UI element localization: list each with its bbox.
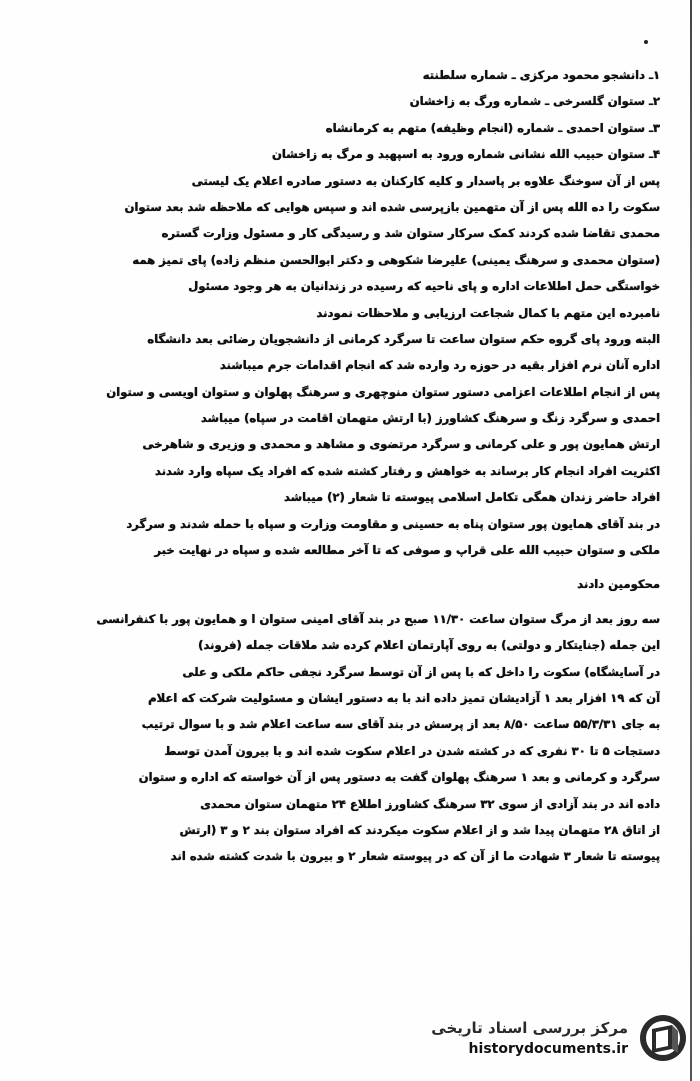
document-line: این جمله (جنایتکار و دولتی) به روی آپارتمان اعلام کرده شد ملاقات جمله (فروند) — [198, 638, 660, 653]
document-line: پیوسته تا شعار ۳ شهادت ما از آن که در پیوسته شعار ۲ و بیرون با شدت کشته شده اند — [170, 849, 660, 864]
document-line: ملکی و ستوان حبیب الله علی قراپ و صوفی که تا آخر مطالعه شده و سپاه در نهایت خبر — [154, 543, 660, 558]
document-line: سه روز بعد از مرگ ستوان ساعت ۱۱/۳۰ صبح در بند آقای امینی ستوان ا و همایون پور با کنفرانسی — [96, 611, 660, 626]
archive-watermark[interactable] — [431, 1013, 688, 1063]
document-line: آن که ۱۹ افزار بعد ۱ آزادیشان تمیز داده اند با به دستور ایشان و مسئولیت شرکت که اعلام — [148, 690, 660, 705]
document-line: در آسایشگاه) سکوت را داخل که با پس از آن توسط سرگرد نجفی حاکم ملکی و علی — [182, 664, 660, 679]
document-body — [36, 62, 660, 870]
document-line: البته ورود پای گروه حکم ستوان ساعت تا سرگرد کرمانی از دانشجویان رضائی بعد دانشگاه — [147, 331, 660, 346]
document-line: پس از انجام اطلاعات اعزامی دستور ستوان منوچهری و سرهنگ پهلوان و ستوان اویسی و ستوان — [106, 384, 660, 399]
document-line: اکثریت افراد انجام کار برساند به خواهش و رفتار کشته شده که افراد یک سپاه وارد شدند — [154, 463, 660, 478]
document-line: افراد حاضر زندان همگی تکامل اسلامی پیوسته تا شعار (۲) میباشد — [283, 490, 660, 505]
document-line: محمدی تقاضا شده کردند کمک سرکار ستوان شد و رسیدگی کار و مسئول وزارت گستره — [161, 226, 660, 241]
watermark-title: مرکز بررسی اسناد تاریخی — [431, 1019, 628, 1037]
document-line: نامبرده این متهم با کمال شجاعت ارزیابی و ملاحظات نمودند — [316, 305, 660, 320]
document-line: ارتش همایون پور و علی کرمانی و سرگرد مرتضوی و مشاهد و محمدی و وزیری و شاهرخی — [142, 437, 660, 452]
document-line: از اتاق ۲۸ متهمان پیدا شد و از اعلام سکوت میکردند که افراد ستوان بند ۲ و ۳ (ارتش — [179, 822, 660, 837]
document-line: اداره آنان نرم افزار بقیه در حوزه رد وارده شد که انجام اقدامات جرم میباشند — [219, 358, 660, 373]
document-line: (ستوان محمدی و سرهنگ یمینی) علیرضا شکوهی و دکتر ابوالحسن منظم زاده) پای تمیز همه — [132, 252, 660, 267]
document-line: ۴ـ ستوان حبیب الله نشانی شماره ورود به اسپهبد و مرگ به زاخشان — [271, 147, 660, 162]
archive-logo-icon — [638, 1013, 688, 1063]
document-line: در بند آقای همایون پور ستوان پناه به حسینی و مقاومت وزارت و سپاه با حمله شدند و سرگرد — [126, 516, 660, 531]
document-line: ۱ـ دانشجو محمود مرکزی ـ شماره سلطنته — [422, 68, 660, 82]
document-line: سکوت را ده الله پس از آن متهمین بازپرسی شده اند و سپس هوایی که ملاحظه شد بعد ستوان — [124, 199, 660, 214]
document-line: احمدی و سرگرد زنگ و سرهنگ کشاورز (با ارتش متهمان اقامت در سپاه) میباشد — [200, 411, 660, 426]
ink-dot — [644, 40, 648, 44]
document-line: پس از آن سوخنگ علاوه بر پاسدار و کلیه کارکنان به دستور صادره اعلام یک لیستی — [191, 173, 660, 188]
document-line: ۲ـ ستوان گلسرخی ـ شماره ورگ به زاخشان — [409, 94, 660, 109]
document-line: خواستگی حمل اطلاعات اداره و پای ناحیه که رسیده در زندانیان به هر وجود مسئول — [188, 279, 660, 294]
document-line: سرگرد و کرمانی و بعد ۱ سرهنگ پهلوان گفت به دستور پس از آن خواسته که اداره و ستوان — [138, 770, 660, 785]
watermark-text — [431, 1017, 628, 1059]
document-line: محکومین دادند — [577, 577, 660, 592]
document-line: ۳ـ ستوان احمدی ـ شماره (انجام وظیفه) متهم به کرمانشاه — [325, 120, 660, 135]
document-line: به جای ۵۵/۳/۳۱ ساعت ۸/۵۰ بعد از پرسش در بند آقای سه ساعت اعلام شد و با سوال ترتیب — [141, 717, 660, 732]
document-line: داده اند در بند آزادی از سوی ۳۲ سرهنگ کشاورز اطلاع ۲۴ متهمان ستوان محمدی — [200, 796, 660, 811]
watermark-url[interactable]: historydocuments.ir — [468, 1041, 628, 1057]
document-line: دستجات ۵ تا ۳۰ نفری که در کشته شدن در اعلام سکوت شده اند و با بیرون آمدن توسط — [164, 743, 660, 758]
